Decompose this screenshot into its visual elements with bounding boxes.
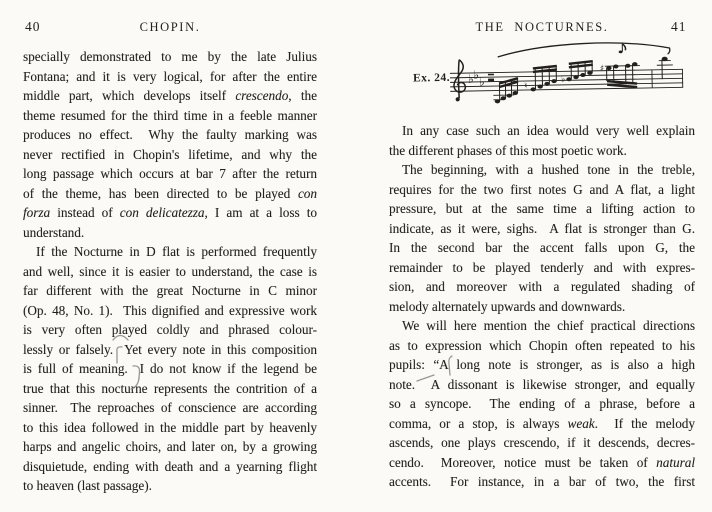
text-line: never rectified in Chopin's lifetime, and why the bbox=[23, 146, 317, 162]
text-line: If the Nocturne in D flat is performed frequently bbox=[36, 244, 317, 259]
flat-accidental: ♭ bbox=[560, 74, 566, 85]
text-line: to this idea followed in the middle part by heavenly bbox=[23, 419, 317, 435]
text-line: far different with the great Nocturne in C minor bbox=[23, 283, 317, 298]
final-note bbox=[657, 57, 673, 80]
text-line: of the theme, has been directed to be played con bbox=[23, 185, 317, 201]
text-line: sinner. The reproaches of conscience are according bbox=[23, 400, 317, 415]
right-page-number: 41 bbox=[671, 19, 687, 34]
text-line: remainder to be played tenderly and with expres- bbox=[389, 259, 695, 275]
text-line: comma, or a stop, is always weak. If the melody bbox=[389, 415, 695, 431]
text-line: disquietude, ending with death and a yearning flight bbox=[23, 458, 317, 474]
left-page-number: 40 bbox=[25, 19, 41, 34]
text-line: The beginning, with a hushed tone in the treble, bbox=[402, 162, 695, 177]
text-line: the different phases of this most poetic work. bbox=[389, 142, 627, 158]
text-line: specially demonstrated to me by the late Julius bbox=[23, 49, 317, 64]
slur bbox=[497, 42, 669, 57]
music-example-label: Ex. 24. bbox=[412, 71, 451, 85]
text-line: note. A dissonant is likewise stronger, and equally bbox=[389, 376, 695, 392]
text-line: sion, and moreover with a regulated shading of bbox=[389, 279, 695, 294]
note-group-4 bbox=[599, 44, 640, 88]
staff-lines bbox=[450, 69, 683, 91]
music-example bbox=[405, 35, 708, 116]
text-line: lessly or falsely. Yet every note in this composition bbox=[23, 341, 317, 357]
text-line: We will here mention the chief practical directions bbox=[402, 318, 695, 333]
text-line: Fontana; and it is very logical, for after the entire bbox=[23, 68, 317, 84]
text-line: pressure, but at the same time a lifting action to bbox=[389, 201, 695, 216]
text-line: and well, since it is easier to understand, the case is bbox=[23, 263, 317, 279]
text-line: to heaven (last passage). bbox=[23, 478, 152, 493]
treble-clef-icon bbox=[454, 60, 466, 102]
text-line: harps and angelic choirs, and later on, by a growing bbox=[23, 439, 317, 454]
left-page-text bbox=[23, 47, 317, 496]
text-line: requires for the two first notes G and A flat, a light bbox=[389, 181, 695, 197]
text-line: ascends, one plays crescendo, if it descends, decres- bbox=[389, 435, 695, 450]
text-line: melody alternately upwards and downwards. bbox=[389, 298, 626, 314]
text-line: theme resumed for the third time in a feeble manner bbox=[23, 107, 317, 123]
text-line: (Op. 48, No. 1). This dignified and expressive work bbox=[23, 302, 317, 318]
natural-accidental: ♮ bbox=[524, 81, 528, 92]
right-page-text bbox=[389, 121, 695, 492]
text-line: is very often played coldly and phrased colour- bbox=[23, 322, 317, 337]
text-line: forza instead of con delicatezza, I am at a loss to bbox=[23, 205, 317, 220]
text-line: In any case such an idea would very well explain bbox=[402, 123, 695, 138]
text-line: as to expression which Chopin often repeated to his bbox=[389, 337, 695, 353]
key-flat-1: ♭ bbox=[467, 71, 474, 87]
note-group-2 bbox=[524, 66, 557, 92]
text-line: true that this nocturne represents the contrition of a bbox=[23, 380, 317, 396]
text-line: long passage which occurs at bar 7 after the return bbox=[23, 166, 317, 181]
music-staff bbox=[405, 35, 708, 116]
key-flat-2: ♭ bbox=[473, 67, 480, 82]
left-running-head: CHOPIN. bbox=[139, 20, 201, 34]
right-running-head: THE NOCTURNES. bbox=[475, 20, 609, 34]
text-line: understand. bbox=[23, 224, 85, 240]
text-line: cendo. Moreover, notice must be taken of natural bbox=[389, 454, 695, 470]
grace-note bbox=[619, 44, 626, 54]
text-line: accents. For instance, in a bar of two, the first bbox=[389, 474, 695, 489]
text-line: pupils: “A long note is stronger, as is also a high bbox=[389, 357, 695, 372]
key-flat-3: ♭ bbox=[478, 74, 485, 89]
sharp-accidental: ♯ bbox=[599, 64, 605, 75]
text-line: is full of meaning. I do not know if the legend be bbox=[23, 361, 317, 376]
text-line: middle part, which develops itself crescendo, the bbox=[23, 88, 317, 103]
note-group-3 bbox=[561, 61, 593, 85]
text-line: so a syncope. The ending of a phrase, before a bbox=[389, 396, 695, 411]
text-line: In the second bar the accent falls upon G, the bbox=[389, 240, 695, 255]
text-line: indicate, as it were, sighs. A flat is stronger than G. bbox=[389, 220, 695, 236]
text-line: produces no effect. Why the faulty marking was bbox=[23, 127, 317, 142]
